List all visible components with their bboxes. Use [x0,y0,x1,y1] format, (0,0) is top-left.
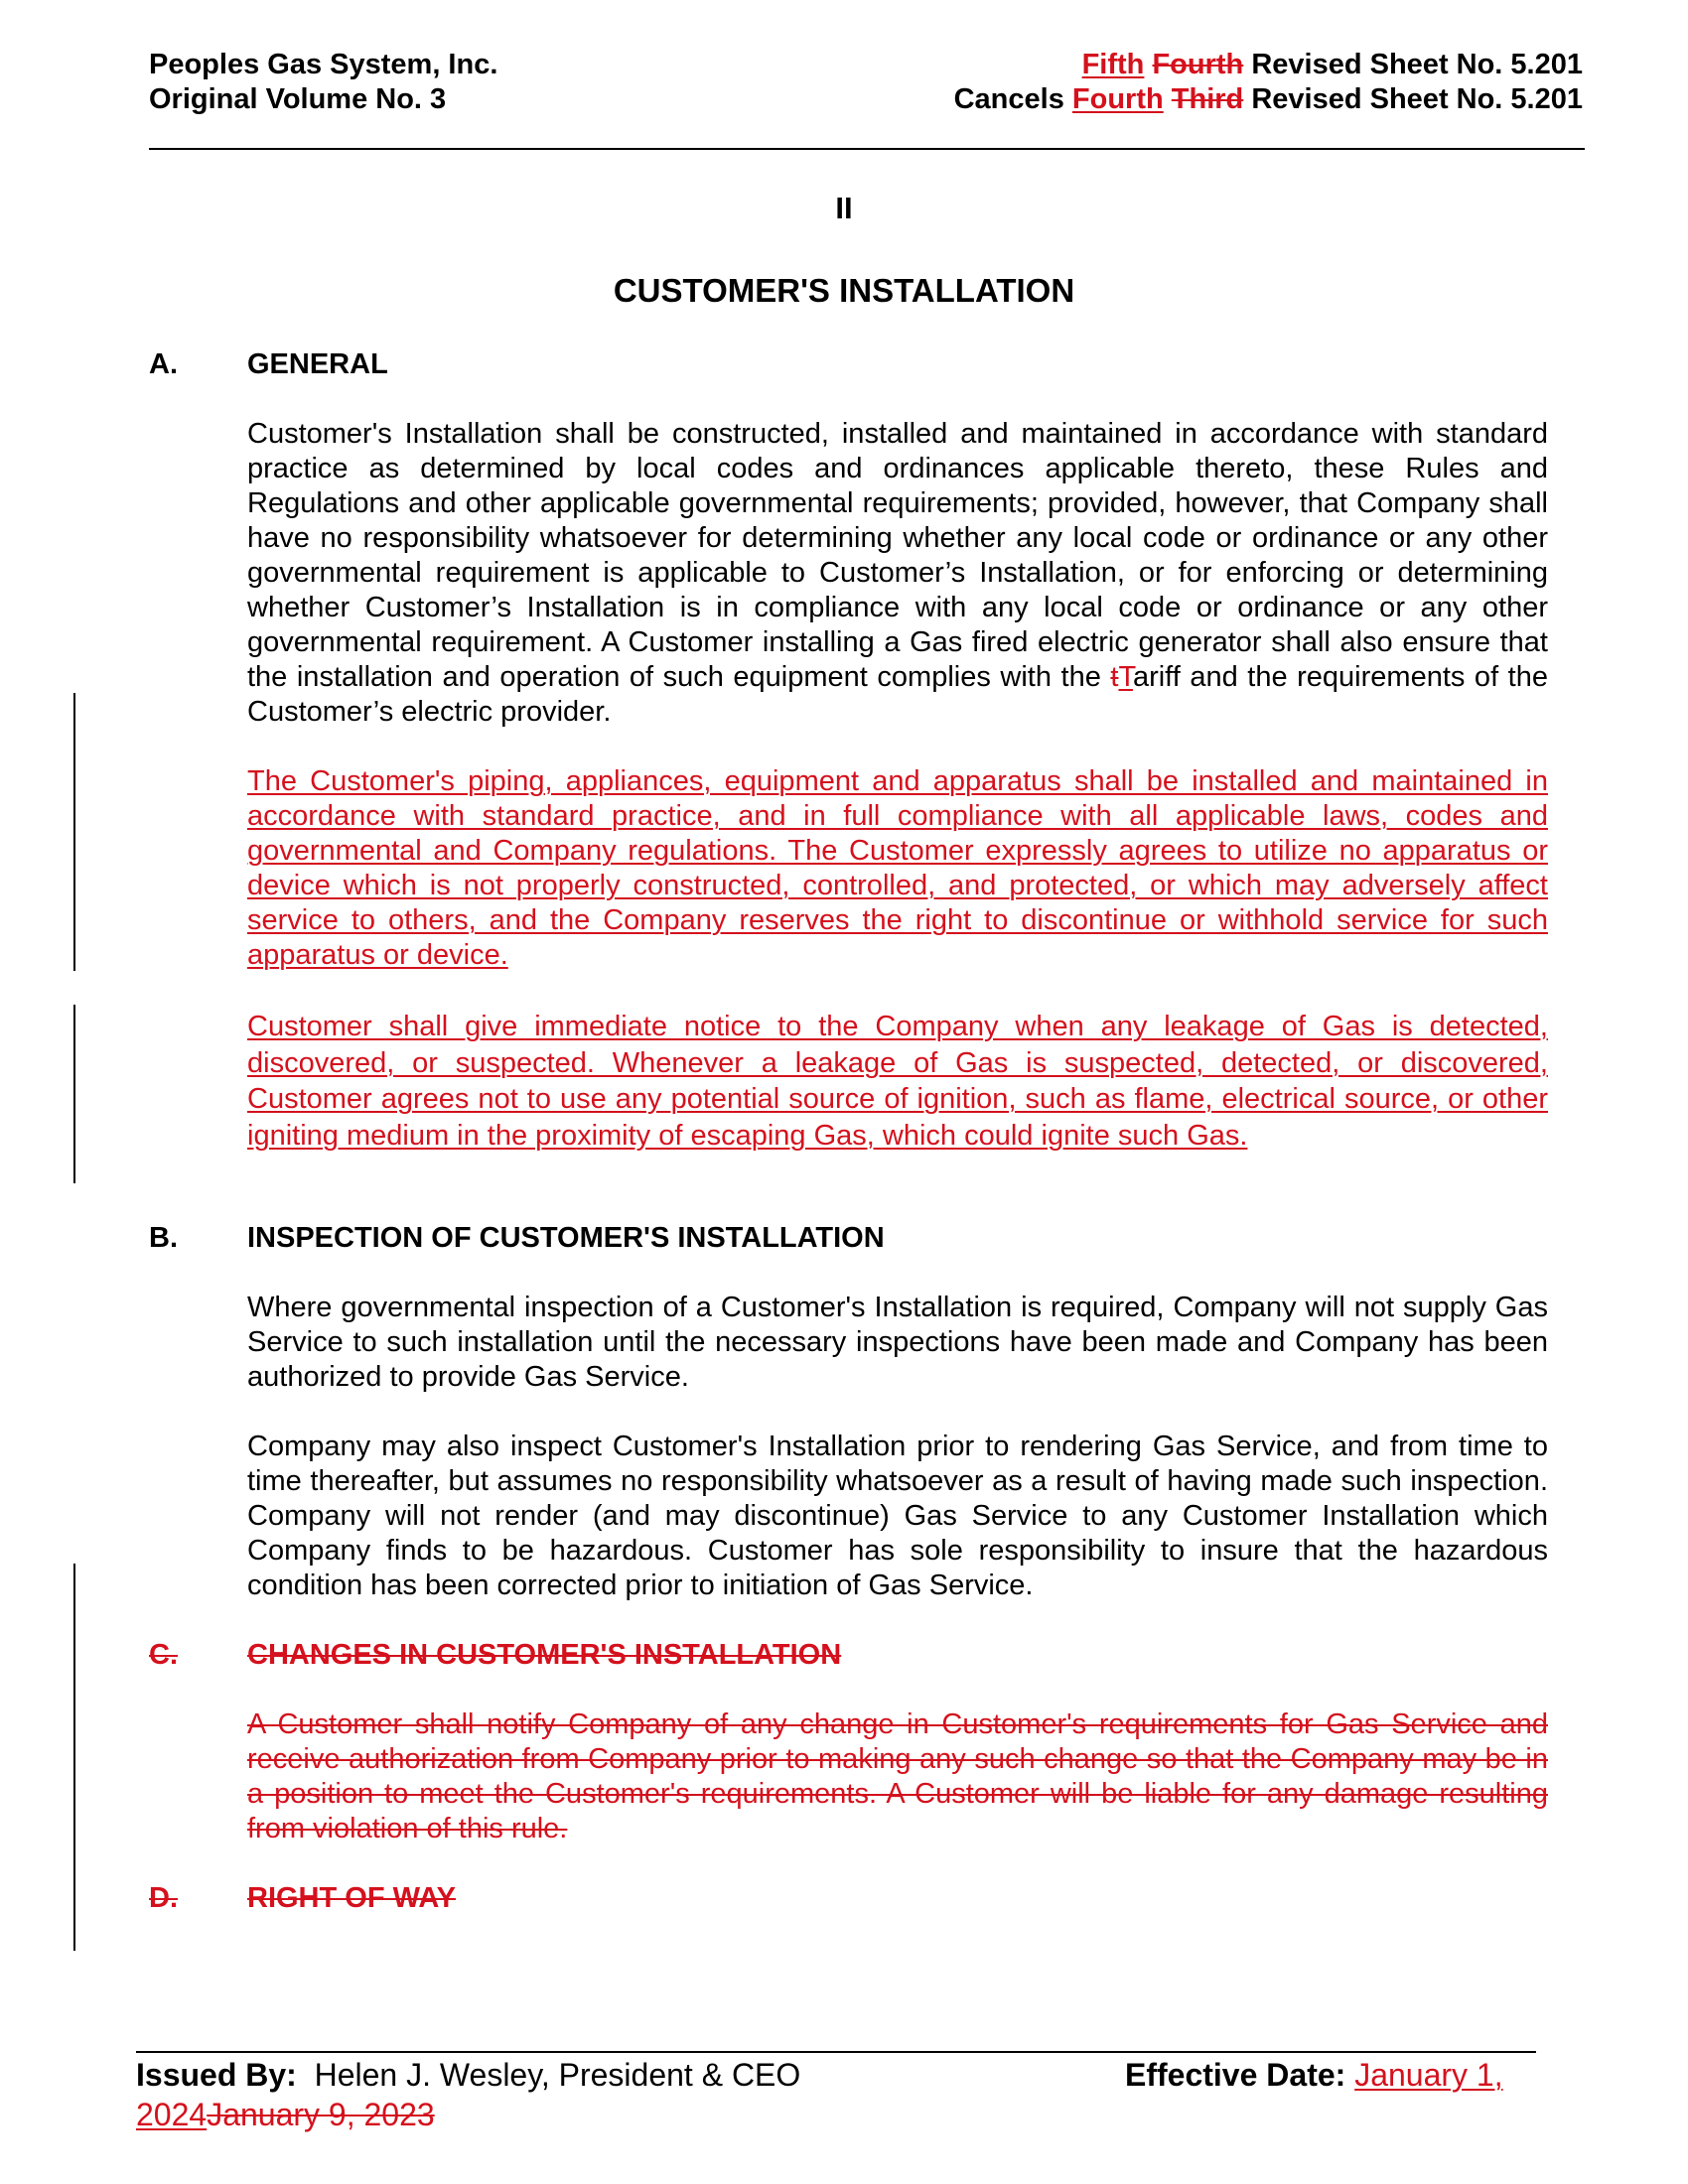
cancels-deleted-ordinal: Third [1171,83,1244,115]
effective-date-inserted-2: 2024 [136,2097,208,2132]
effective-date-inserted-1: January 1, [1354,2057,1503,2093]
paragraph-a1-main: Customer's Installation shall be constructed, installed and maintained in accordance with standard practice as determined by local codes and ordinances applicable thereto, these Rules and Regulations and other applicable governmental requirements; provided, however, that Company shall have no responsibility whatsoever for determining whether any local code or ordinance or any other governmental requirement is applicable to Customer’s Installation, or for enforcing or determining whether Customer’s Installation is in compliance with any local code or ordinance or any other governmental requirement. A Customer installing a Gas fired electric generator shall also ensure that the installation and operation of such equipment complies with the [247,418,1548,693]
footer-rule-left [136,2051,245,2053]
paragraph-a1 [247,417,1548,730]
sheet-number [1082,48,1583,82]
paragraph-a2-inserted: The Customer's piping, appliances, equipment and apparatus shall be installed and maintained in accordance with standard practice, and in full compliance with all applicable laws, codes and governmental and Company regulations. The Customer expressly agrees to utilize no apparatus or device which is not properly constructed, controlled, and protected, or which may adversely affect service to others, and the Company reserves the right to discontinue or withhold service for such apparatus or device. [247,765,1548,971]
paragraph-a1-end: requirements of the Customer’s electric provider. [247,661,1548,728]
subsection-d-letter: D. [149,1882,178,1914]
change-bar [73,693,75,971]
issued-by-label: Issued By: [136,2057,297,2093]
cancels-prefix: Cancels [953,83,1072,115]
subsection-d-title: RIGHT OF WAY [247,1882,456,1914]
sheet-inserted-ordinal: Fifth [1081,49,1145,80]
effective-date-continuation [136,2096,435,2133]
issued-by-name: Helen J. Wesley, President & CEO [296,2057,801,2093]
change-bar [73,1005,75,1183]
subsection-c-letter: C. [149,1639,178,1671]
cancels-inserted-ordinal: Fourth [1071,83,1164,115]
sheet-deleted-ordinal: Fourth [1152,49,1244,80]
section-number: II [835,191,853,225]
sheet-number-rest: Revised Sheet No. 5.201 [1243,49,1583,80]
subsection-b-title: INSPECTION OF CUSTOMER'S INSTALLATION [247,1222,885,1254]
section-title: CUSTOMER'S INSTALLATION [613,272,1075,309]
change-bar [73,1564,75,1951]
paragraph-a3-inserted: Customer shall give immediate notice to the Company when any leakage of Gas is detected, discovered, or suspected. Whenever a leakage of Gas is suspected, detected, or discovered, Customer agrees not to use any potential source of ignition, such as flame, electrical source, or other igniting medium in the proximity of escaping Gas, which could ignite such Gas. [247,1011,1548,1152]
paragraph-a1-mid: ariff and the [1132,661,1298,693]
company-name: Peoples Gas System, Inc. [149,49,498,80]
issued-by [136,2056,800,2094]
inserted-uppercase-t: T [1118,661,1133,693]
paragraph-b1: Where governmental inspection of a Customer's Installation is required, Company will not supply Gas Service to such installation until the necessary inspections have been made and Company has been authorized to provide Gas Service. [247,1292,1548,1393]
footer-rule [245,2051,1536,2053]
subsection-a-title: GENERAL [247,348,388,380]
deleted-lowercase-t: t [1110,661,1119,693]
subsection-c-title: CHANGES IN CUSTOMER'S INSTALLATION [247,1639,842,1671]
subsection-b-letter: B. [149,1222,178,1254]
effective-date [1125,2056,1503,2094]
effective-date-label: Effective Date: [1125,2057,1346,2093]
volume-number: Original Volume No. 3 [149,83,447,115]
subsection-a-letter: A. [149,348,178,380]
header-rule [149,148,1585,150]
paragraph-b2: Company may also inspect Customer's Installation prior to rendering Gas Service, and from time to time thereafter, but assumes no responsibility whatsoever as a result of having made such inspection. Company will not render (and may discontinue) Gas Service to any Customer Installation which Company finds to be hazardous. Customer has sole responsibility to insure that the hazardous condition has been corrected prior to initiation of Gas Service. [247,1431,1548,1601]
paragraph-c1-deleted: A Customer shall notify Company of any change in Customer's requirements for Gas Service and receive authorization from Company prior to making any such change so that the Company may be in a position to meet the Customer's requirements. A Customer will be liable for any damage resulting from violation of this rule. [247,1708,1548,1844]
cancels-number-rest: Revised Sheet No. 5.201 [1243,83,1583,115]
cancels-sheet-number [954,82,1583,117]
effective-date-deleted: January 9, 2023 [207,2097,435,2132]
